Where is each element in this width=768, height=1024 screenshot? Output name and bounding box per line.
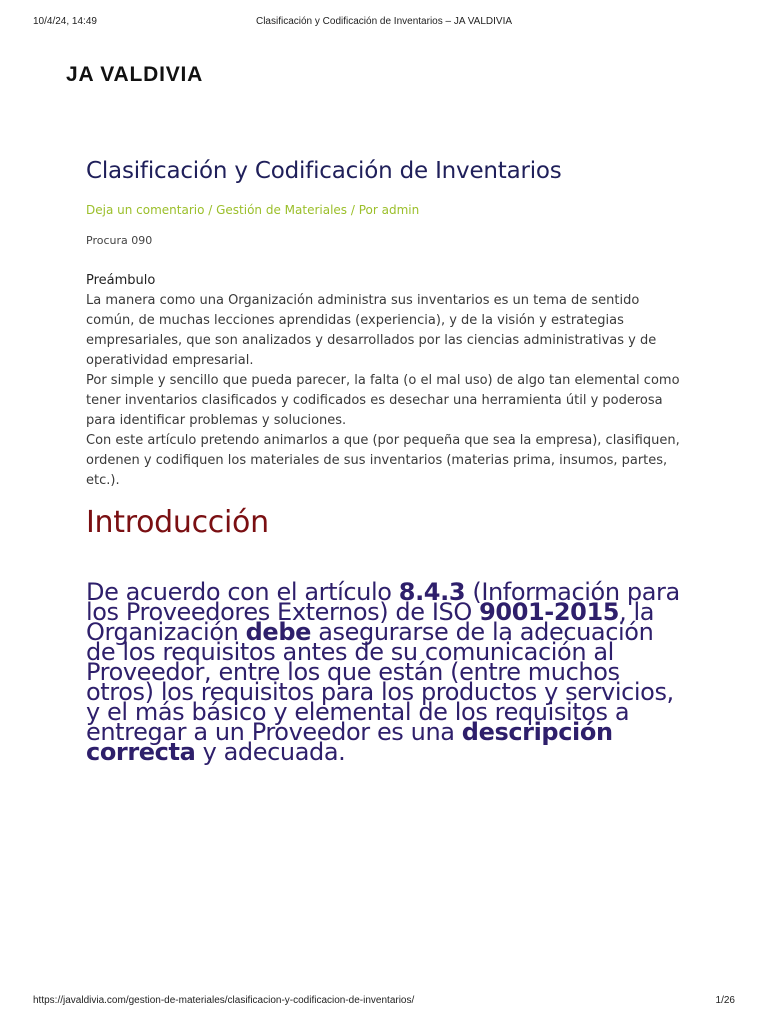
page-number: 1/26 bbox=[715, 995, 735, 1006]
preambulo-heading: Preámbulo bbox=[86, 273, 156, 288]
article-tag: Procura 090 bbox=[86, 234, 153, 247]
meta-separator: / bbox=[204, 203, 217, 217]
intro-text: De acuerdo con el artículo bbox=[86, 578, 399, 606]
intro-text: asegurarse de la adecuación de los requisitos antes de su comunicación al Proveedor, entre los que están (entre muchos otros) los requisitos para los productos y servicios, y el más básico y elemental de los requisitos a entregar a un Proveedor es una bbox=[86, 618, 674, 746]
print-datetime: 10/4/24, 14:49 bbox=[33, 16, 97, 27]
site-title[interactable]: JA VALDIVIA bbox=[66, 63, 204, 86]
intro-emphasis: debe bbox=[245, 618, 311, 646]
intro-emphasis: 9001-2015 bbox=[479, 598, 620, 626]
article-body bbox=[86, 291, 686, 491]
comments-link[interactable]: Deja un comentario bbox=[86, 203, 205, 217]
author-link[interactable]: admin bbox=[381, 203, 420, 217]
article-meta bbox=[86, 203, 419, 217]
body-paragraph: Con este artículo pretendo animarlos a que (por pequeña que sea la empresa), clasifiquen, ordenen y codifiquen los materiales de sus inventarios (materias prima, insumos, partes, etc.). bbox=[86, 433, 680, 488]
print-header bbox=[0, 16, 768, 30]
intro-text: (Información para los Proveedores Externos) de ISO bbox=[86, 578, 680, 626]
body-paragraph: La manera como una Organización administra sus inventarios es un tema de sentido común, de muchas lecciones aprendidas (experiencia), y de la visión y estrategias empresariales, que son analizados y desarrollados por las ciencias administrativas y de operatividad empresarial. bbox=[86, 293, 657, 368]
meta-separator-by: / Por bbox=[347, 203, 382, 217]
introduccion-heading: Introducción bbox=[86, 505, 269, 540]
intro-text: , la Organización bbox=[86, 598, 655, 646]
article-title: Clasificación y Codificación de Inventarios bbox=[86, 158, 562, 184]
print-url: https://javaldivia.com/gestion-de-materiales/clasificacion-y-codificacion-de-inventarios/ bbox=[33, 995, 415, 1006]
category-link[interactable]: Gestión de Materiales bbox=[216, 203, 348, 217]
body-paragraph: Por simple y sencillo que pueda parecer, la falta (o el mal uso) de algo tan elemental como tener inventarios clasificados y codificados es desechar una herramienta útil y poderosa para identificar problemas y soluciones. bbox=[86, 373, 680, 428]
intro-emphasis: descripción correcta bbox=[86, 718, 613, 766]
print-footer bbox=[0, 995, 768, 1009]
intro-paragraph bbox=[86, 578, 686, 766]
print-page-title: Clasificación y Codificación de Inventarios – JA VALDIVIA bbox=[255, 16, 513, 27]
intro-text: y adecuada. bbox=[195, 738, 346, 766]
intro-emphasis: 8.4.3 bbox=[398, 578, 466, 606]
